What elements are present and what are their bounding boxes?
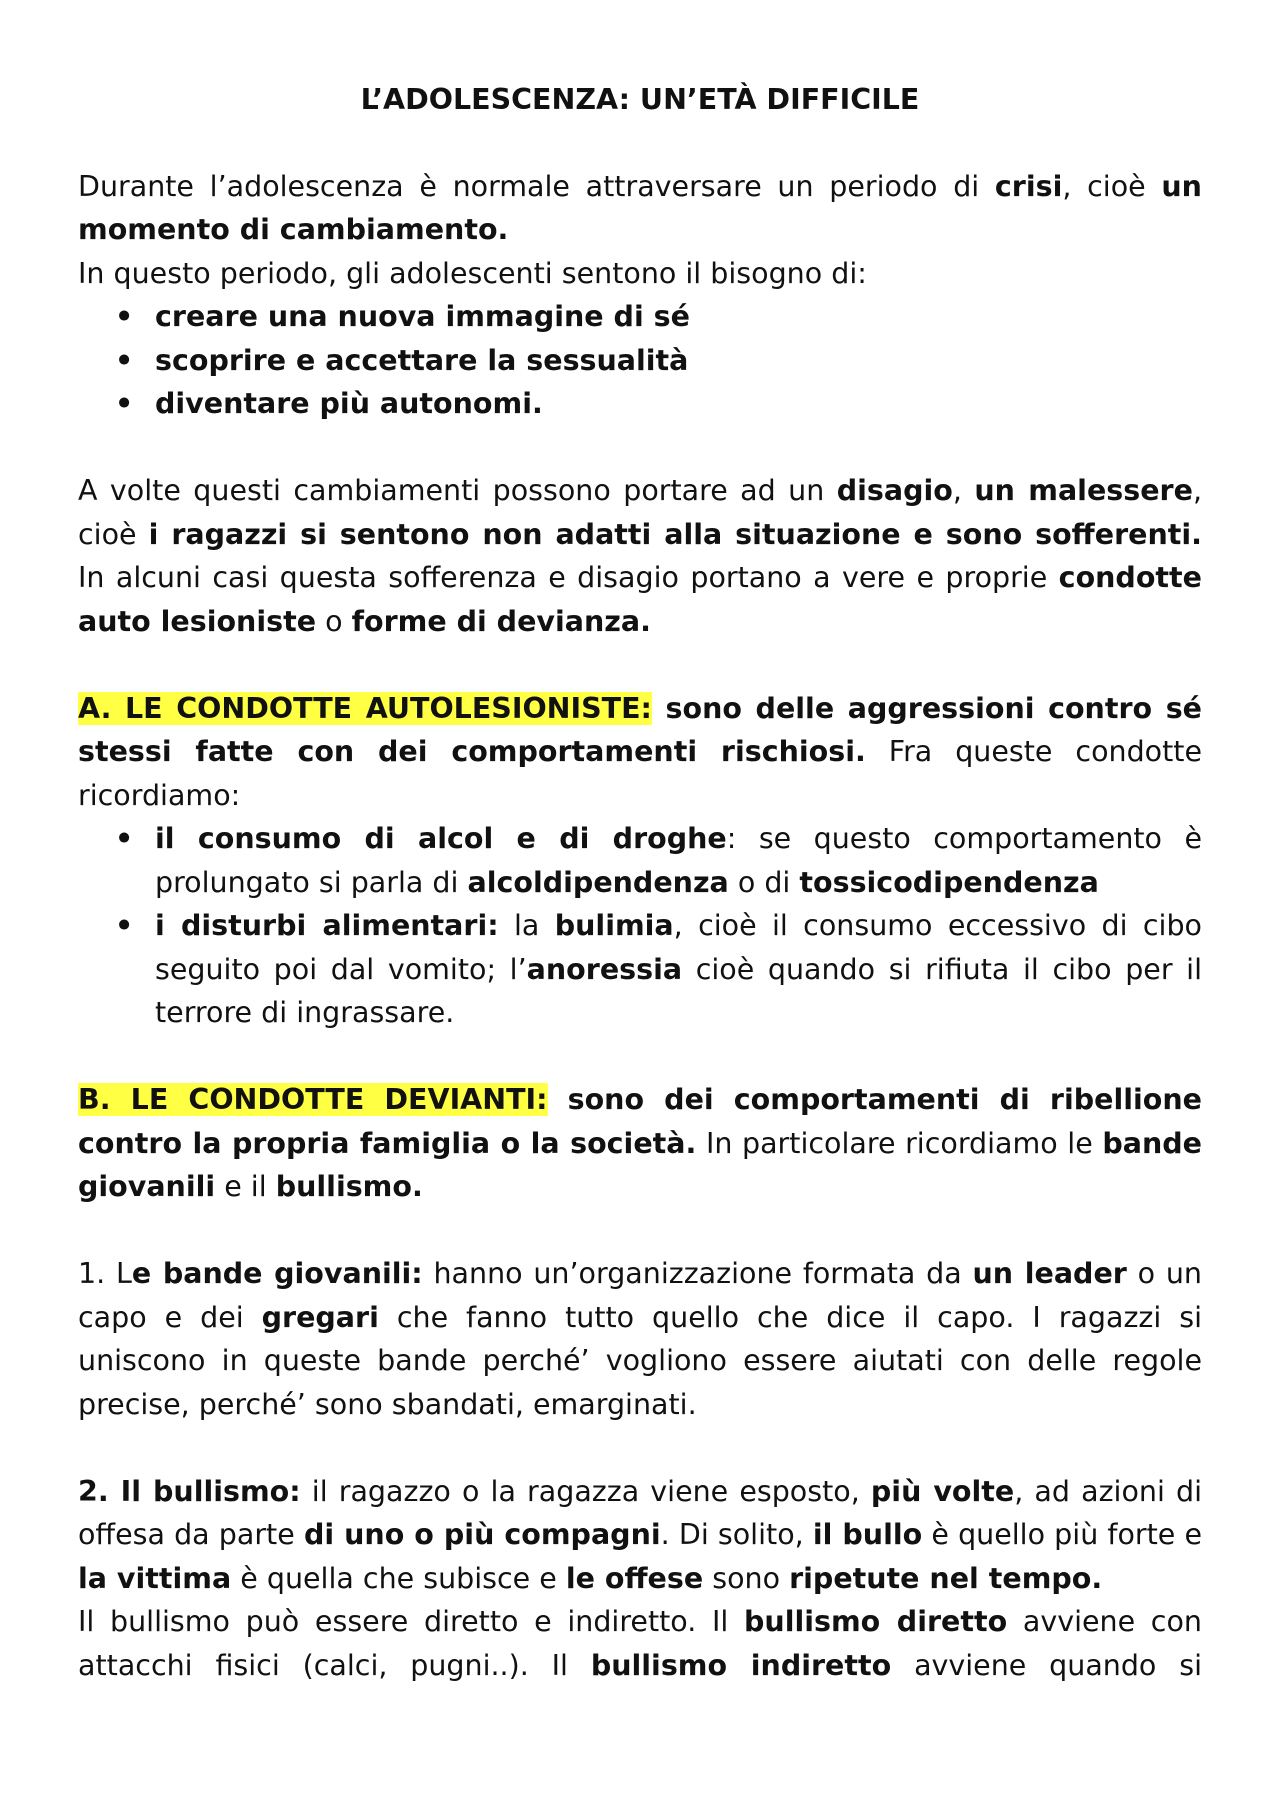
intro-needs-lead: In questo periodo, gli adolescenti sentono il bisogno di: [78, 256, 867, 290]
bullismo-paragraph: 2. Il bullismo: il ragazzo o la ragazza viene esposto, più volte, ad azioni di offesa da parte di uno o più compagni. Di solito, il bullo è quello più forte e la vittima è quella che subisce e le offese sono ripetute nel tempo. [78, 1474, 1203, 1595]
section-b-paragraph: B. LE CONDOTTE DEVIANTI: sono dei comportamenti di ribellione contro la propria famiglia o la società. In particolare ricordiamo le bande giovanili e il bullismo. [78, 1083, 1203, 1203]
needs-list [78, 295, 1202, 426]
list-item: • i disturbi alimentari: la bulimia, cioè il consumo eccessivo di cibo seguito poi dal vomito; l’anoressia cioè quando si rifiuta il cibo per il terrore di ingrassare. [155, 904, 1202, 1035]
intro-paragraph: Durante l’adolescenza è normale attraversare un periodo di crisi, cioè un momento di cambiamento. [78, 169, 1202, 246]
section-a-heading: A. LE CONDOTTE AUTOLESIONISTE: [78, 691, 652, 725]
list-item: • scoprire e accettare la sessualità [155, 339, 1202, 383]
autolesioniste-list [78, 817, 1202, 1035]
disagio-paragraph: A volte questi cambiamenti possono portare ad un disagio, un malessere, cioè i ragazzi si sentono non adatti alla situazione e sono sofferenti. In alcuni casi questa sofferenza e disagio portano a vere e proprie condotte auto lesioniste o forme di devianza. [78, 474, 1202, 638]
section-b-heading: B. LE CONDOTTE DEVIANTI: [78, 1083, 548, 1116]
document-page [78, 78, 1202, 1687]
section-a-paragraph: A. LE CONDOTTE AUTOLESIONISTE: sono delle aggressioni contro sé stessi fatte con dei comportamenti rischiosi. Fra queste condotte ricordiamo: [78, 691, 1202, 812]
page-title: L’ADOLESCENZA: UN’ETÀ DIFFICILE [360, 83, 920, 116]
bullismo-types-paragraph: Il bullismo può essere diretto e indiretto. Il bullismo diretto avviene con attacchi fisici (calci, pugni..). Il bullismo indiretto avviene quando si [78, 1605, 1202, 1682]
list-item: • il consumo di alcol e di droghe: se questo comportamento è prolungato si parla di alcoldipendenza o di tossicodipendenza [155, 817, 1202, 904]
bande-paragraph: 1. Le bande giovanili: hanno un’organizzazione formata da un leader o un capo e dei gregari che fanno tutto quello che dice il capo. I ragazzi si uniscono in queste bande perché’ vogliono essere aiutati con delle regole precise, perché’ sono sbandati, emarginati. [78, 1257, 1203, 1421]
list-item: • creare una nuova immagine di sé [155, 295, 1202, 339]
list-item: • diventare più autonomi. [155, 382, 1202, 426]
